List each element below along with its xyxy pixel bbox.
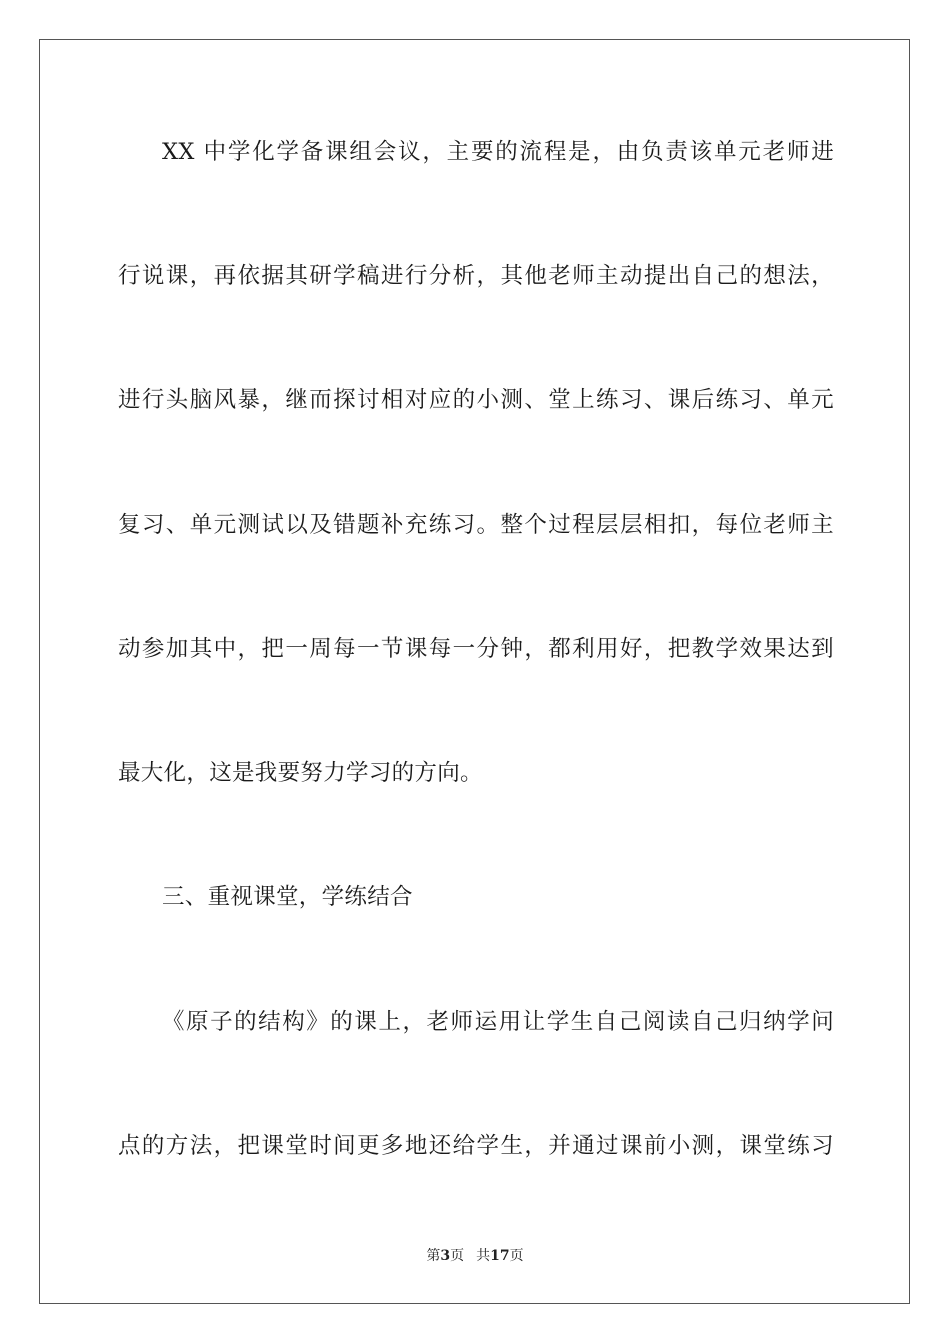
paragraph-line: 最大化，这是我要努力学习的方向。 (118, 760, 483, 786)
footer-total-suffix: 页 (509, 1248, 524, 1264)
page-footer (0, 1246, 950, 1266)
footer-prefix: 第 (426, 1248, 441, 1264)
footer-total-pages: 17 (490, 1248, 510, 1264)
paragraph-line: 进行头脑风暴，继而探讨相对应的小测、堂上练习、课后练习、单元 (118, 387, 834, 413)
paragraph-line: 点的方法，把课堂时间更多地还给学生，并通过课前小测，课堂练习 (118, 1133, 834, 1159)
paragraph-line: XX 中学化学备课组会议，主要的流程是，由负责该单元老师进 (162, 139, 834, 165)
footer-page-number: 3 (440, 1248, 451, 1264)
paragraph-line: 复习、单元测试以及错题补充练习。整个过程层层相扣，每位老师主 (118, 512, 834, 538)
section-heading: 三、重视课堂，学练结合 (162, 884, 413, 910)
paragraph-line: 《原子的结构》的课上，老师运用让学生自己阅读自己归纳学问 (162, 1009, 834, 1035)
footer-total-prefix: 共 (476, 1248, 491, 1264)
paragraph-line: 动参加其中，把一周每一节课每一分钟，都利用好，把教学效果达到 (118, 636, 834, 662)
footer-page-suffix: 页 (450, 1248, 465, 1264)
page-border (39, 39, 910, 1304)
paragraph-line: 行说课，再依据其研学稿进行分析，其他老师主动提出自己的想法， (118, 263, 834, 289)
